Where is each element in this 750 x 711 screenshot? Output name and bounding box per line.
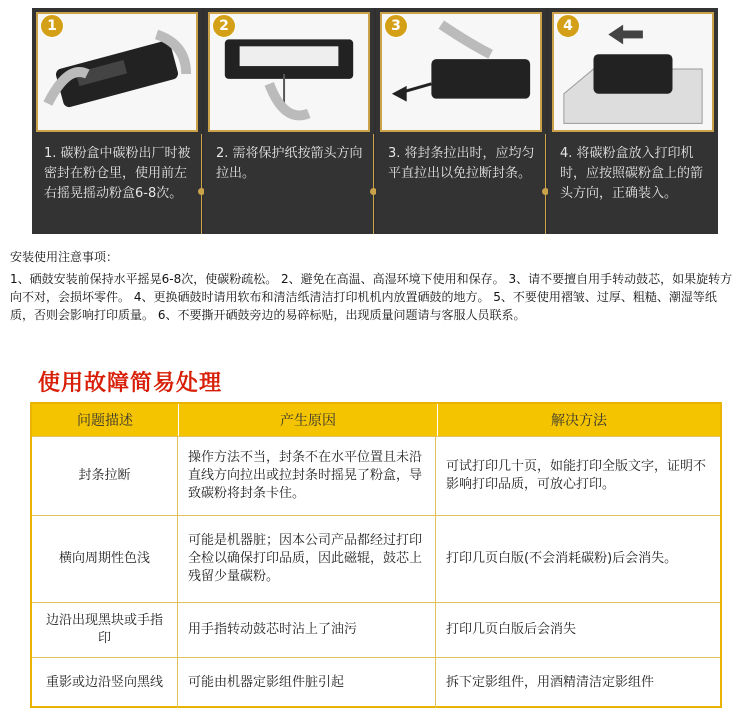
step-4: [548, 8, 718, 234]
step-divider: [201, 134, 202, 234]
step-1: [32, 8, 202, 234]
solution-cell: 打印几页白版(不会消耗碳粉)后会消失。: [446, 551, 678, 566]
step-number-badge: 3: [384, 14, 408, 38]
table-row: [32, 436, 720, 515]
step-caption: 4. 将碳粉盒放入打印机时，应按照碳粉盒上的箭头方向，正确装入。: [560, 146, 704, 201]
step-3: [376, 8, 546, 234]
step-number-badge: 2: [212, 14, 236, 38]
step-number-badge: 1: [40, 14, 64, 38]
solution-cell: 拆下定影组件，用酒精清洁定影组件: [446, 675, 655, 690]
table-header: [32, 404, 720, 436]
cause-cell: 操作方法不当，封条不在水平位置且未沿直线方向拉出或拉封条时摇晃了粉盒，导致碳粉将封条卡住。: [178, 437, 436, 515]
step-divider: [545, 134, 546, 234]
troubleshooting-title: 使用故障简易处理: [38, 371, 223, 396]
notes-heading: 安装使用注意事项：: [10, 250, 119, 264]
table-row: [32, 602, 720, 657]
notes-body: 1、硒鼓安装前保持水平摇晃6-8次，使碳粉疏松。 2、避免在高温、高湿环境下使用和保存。 3、请不要擅自用手转动鼓芯，如果旋转方向不对，会损坏零件。 4、更换硒鼓时请用软布和清洁纸清洁打印机机内放置硒鼓的地方。 5、不要使用褶皱、过厚、粗糙、潮湿等纸质，否则会影响打印质量。 6、不要撕开硒鼓旁边的易碎标贴，出现质量问题请与客服人员联系。: [10, 272, 733, 322]
solution-cell: 打印几页白版后会消失: [446, 622, 577, 637]
cause-cell: 用手指转动鼓芯时沾上了油污: [178, 603, 436, 657]
column-header-solution: 解决方法: [551, 413, 607, 429]
problem-cell: 重影或边沿竖向黑线: [32, 658, 178, 708]
step-caption: 2. 需将保护纸按箭头方向拉出。: [216, 146, 363, 181]
installation-steps: [32, 8, 718, 234]
table-row: [32, 657, 720, 708]
step-caption: 3. 将封条拉出时，应均匀平直拉出以免拉断封条。: [388, 146, 535, 181]
problem-cell: 边沿出现黑块或手指印: [32, 603, 178, 657]
cause-cell: 可能是机器脏；因本公司产品都经过打印全检以确保打印品质，因此磁辊，鼓芯上残留少量碳粉。: [178, 516, 436, 602]
step-caption: 1. 碳粉盒中碳粉出厂时被密封在粉仓里，使用前左右摇晃摇动粉盒6-8次。: [44, 146, 191, 201]
cause-cell: 可能由机器定影组件脏引起: [178, 658, 436, 708]
step-divider: [373, 134, 374, 234]
troubleshooting-table: [30, 402, 722, 708]
problem-cell: 横向周期性色浅: [32, 516, 178, 602]
step-number-badge: 4: [556, 14, 580, 38]
table-row: [32, 515, 720, 602]
problem-cell: 封条拉断: [32, 437, 178, 515]
column-header-problem: 问题描述: [32, 404, 179, 436]
step-2: [204, 8, 374, 234]
solution-cell: 可试打印几十页，如能打印全版文字，证明不影响打印品质，可放心打印。: [446, 459, 707, 492]
column-header-cause: 产生原因: [179, 404, 438, 436]
usage-notes: [10, 248, 740, 324]
